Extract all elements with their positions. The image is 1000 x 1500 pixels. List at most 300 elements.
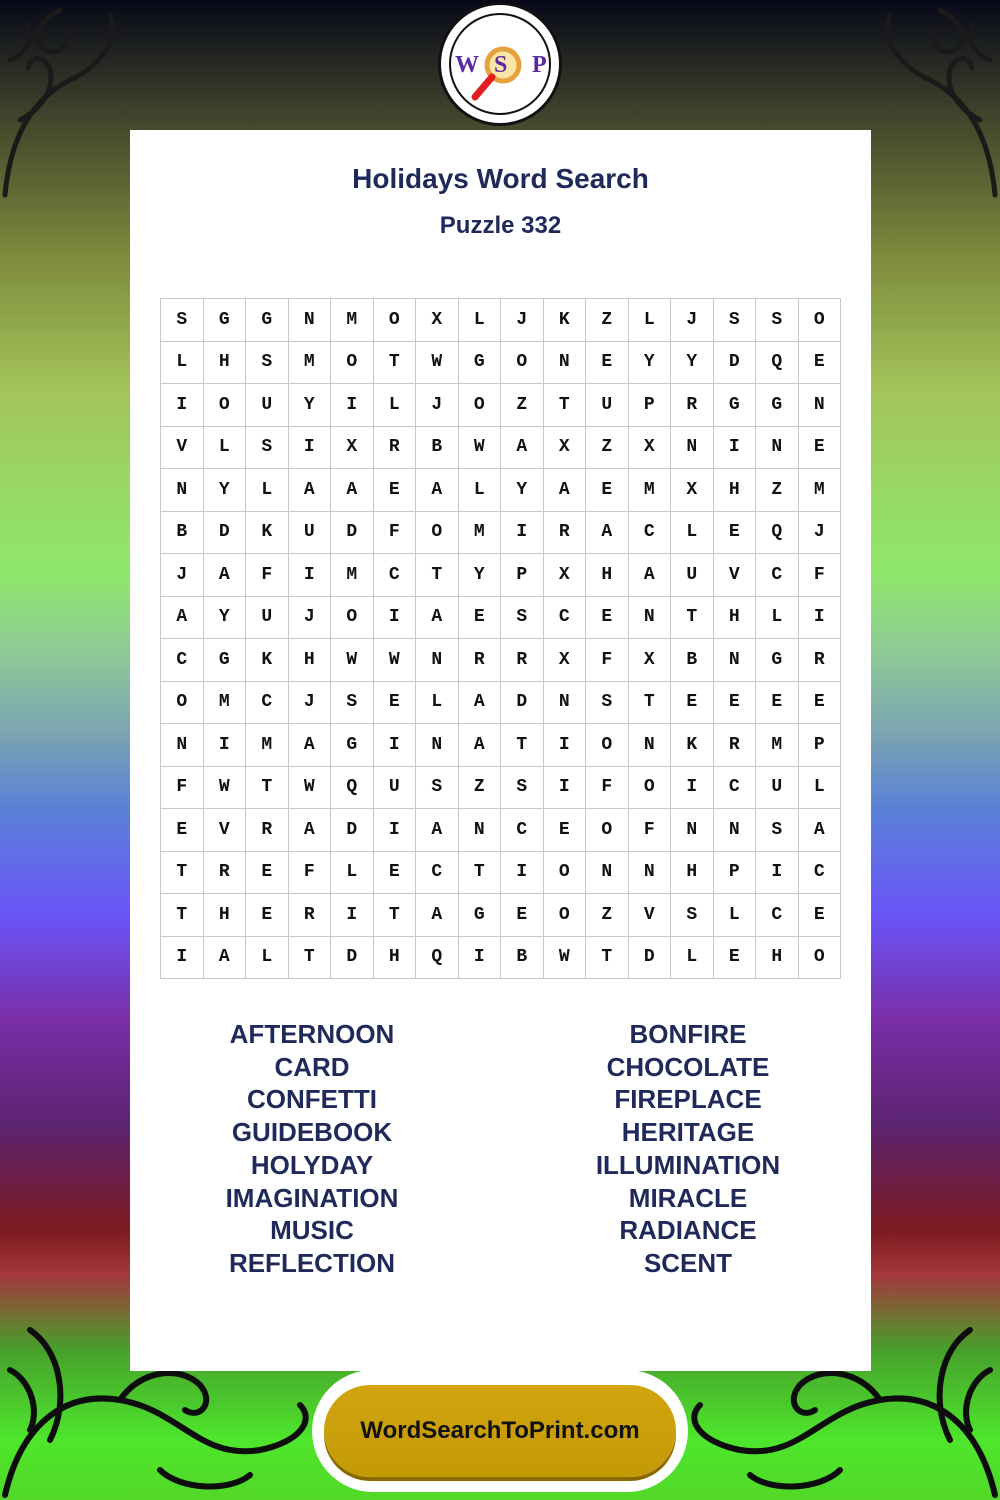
grid-row: [161, 851, 841, 894]
grid-cell[interactable]: X: [331, 426, 374, 469]
grid-cell[interactable]: W: [416, 341, 459, 384]
grid-cell[interactable]: I: [288, 554, 331, 597]
grid-cell[interactable]: G: [756, 639, 799, 682]
word-item: CHOCOLATE: [606, 1051, 770, 1082]
grid-cell[interactable]: U: [756, 766, 799, 809]
grid-cell[interactable]: I: [501, 851, 544, 894]
grid-cell[interactable]: N: [161, 724, 204, 767]
grid-cell[interactable]: J: [288, 681, 331, 724]
word-item: IMAGINATION: [225, 1182, 399, 1213]
grid-cell[interactable]: O: [586, 724, 629, 767]
grid-cell[interactable]: P: [713, 851, 756, 894]
grid-cell[interactable]: T: [373, 341, 416, 384]
grid-cell[interactable]: X: [543, 554, 586, 597]
grid-cell[interactable]: N: [756, 426, 799, 469]
grid-cell[interactable]: M: [246, 724, 289, 767]
top-right-ornament-icon: [860, 0, 1000, 200]
grid-cell[interactable]: C: [756, 554, 799, 597]
grid-cell[interactable]: E: [798, 681, 841, 724]
grid-cell[interactable]: L: [798, 766, 841, 809]
grid-cell[interactable]: E: [713, 681, 756, 724]
grid-cell[interactable]: E: [458, 596, 501, 639]
grid-cell[interactable]: L: [161, 341, 204, 384]
grid-cell[interactable]: S: [713, 299, 756, 342]
grid-cell[interactable]: T: [586, 936, 629, 979]
grid-cell[interactable]: I: [713, 426, 756, 469]
grid-cell[interactable]: A: [798, 809, 841, 852]
grid-cell[interactable]: Z: [586, 299, 629, 342]
logo-letter-p: P: [532, 52, 547, 78]
grid-cell[interactable]: W: [288, 766, 331, 809]
grid-cell[interactable]: E: [501, 894, 544, 937]
grid-cell[interactable]: J: [798, 511, 841, 554]
grid-cell[interactable]: G: [203, 639, 246, 682]
grid-cell[interactable]: L: [713, 894, 756, 937]
grid-cell[interactable]: F: [288, 851, 331, 894]
grid-cell[interactable]: F: [586, 766, 629, 809]
grid-cell[interactable]: K: [543, 299, 586, 342]
grid-cell[interactable]: X: [628, 426, 671, 469]
grid-cell[interactable]: W: [458, 426, 501, 469]
grid-cell[interactable]: Y: [501, 469, 544, 512]
grid-cell[interactable]: L: [246, 936, 289, 979]
site-logo[interactable]: [438, 2, 562, 126]
footer-pill: [312, 1370, 688, 1492]
word-item: HOLYDAY: [250, 1149, 374, 1180]
grid-cell[interactable]: A: [416, 894, 459, 937]
grid-cell[interactable]: N: [628, 596, 671, 639]
grid-cell[interactable]: I: [161, 936, 204, 979]
grid-row: [161, 426, 841, 469]
grid-cell[interactable]: Z: [586, 426, 629, 469]
puzzle-title: Holidays Word Search: [352, 163, 649, 194]
grid-cell[interactable]: C: [713, 766, 756, 809]
grid-cell[interactable]: Y: [458, 554, 501, 597]
grid-row: [161, 341, 841, 384]
grid-cell[interactable]: G: [203, 299, 246, 342]
grid-cell[interactable]: N: [586, 851, 629, 894]
grid-cell[interactable]: R: [713, 724, 756, 767]
grid-cell[interactable]: Y: [628, 341, 671, 384]
site-link-button[interactable]: WordSearchToPrint.com: [324, 1385, 676, 1477]
grid-cell[interactable]: A: [288, 809, 331, 852]
grid-cell[interactable]: P: [501, 554, 544, 597]
grid-cell[interactable]: L: [246, 469, 289, 512]
grid-cell[interactable]: I: [671, 766, 714, 809]
grid-cell[interactable]: S: [501, 596, 544, 639]
grid-cell[interactable]: V: [628, 894, 671, 937]
grid-cell[interactable]: H: [756, 936, 799, 979]
grid-cell[interactable]: V: [203, 809, 246, 852]
grid-cell[interactable]: G: [713, 384, 756, 427]
grid-cell[interactable]: C: [628, 511, 671, 554]
grid-cell[interactable]: H: [203, 894, 246, 937]
grid-cell[interactable]: S: [331, 681, 374, 724]
grid-cell[interactable]: A: [416, 469, 459, 512]
grid-cell[interactable]: F: [798, 554, 841, 597]
grid-cell[interactable]: S: [416, 766, 459, 809]
grid-cell[interactable]: E: [586, 341, 629, 384]
puzzle-number: Puzzle 332: [439, 212, 562, 239]
word-item: MIRACLE: [628, 1182, 748, 1213]
grid-cell[interactable]: L: [373, 384, 416, 427]
grid-cell[interactable]: S: [161, 299, 204, 342]
grid-cell[interactable]: C: [416, 851, 459, 894]
grid-cell[interactable]: X: [543, 639, 586, 682]
grid-cell[interactable]: L: [671, 511, 714, 554]
grid-row: [161, 554, 841, 597]
grid-cell[interactable]: J: [671, 299, 714, 342]
grid-cell[interactable]: O: [798, 299, 841, 342]
grid-cell[interactable]: Z: [756, 469, 799, 512]
grid-row: [161, 469, 841, 512]
grid-cell[interactable]: F: [628, 809, 671, 852]
grid-cell[interactable]: L: [331, 851, 374, 894]
grid-cell[interactable]: H: [586, 554, 629, 597]
grid-cell[interactable]: C: [246, 681, 289, 724]
grid-cell[interactable]: O: [628, 766, 671, 809]
grid-cell[interactable]: I: [543, 766, 586, 809]
grid-cell[interactable]: H: [713, 469, 756, 512]
word-list-right: [538, 1018, 838, 1280]
grid-cell[interactable]: A: [331, 469, 374, 512]
grid-row: [161, 384, 841, 427]
grid-cell[interactable]: I: [161, 384, 204, 427]
grid-cell[interactable]: E: [373, 469, 416, 512]
grid-cell[interactable]: N: [543, 341, 586, 384]
grid-cell[interactable]: N: [543, 681, 586, 724]
grid-cell[interactable]: Q: [756, 511, 799, 554]
grid-cell[interactable]: F: [373, 511, 416, 554]
grid-row: [161, 936, 841, 979]
grid-cell[interactable]: Y: [203, 469, 246, 512]
grid-cell[interactable]: E: [586, 469, 629, 512]
grid-cell[interactable]: E: [586, 596, 629, 639]
grid-cell[interactable]: U: [586, 384, 629, 427]
grid-cell[interactable]: J: [161, 554, 204, 597]
grid-cell[interactable]: A: [203, 554, 246, 597]
grid-cell[interactable]: A: [203, 936, 246, 979]
grid-cell[interactable]: N: [713, 639, 756, 682]
grid-cell[interactable]: I: [756, 851, 799, 894]
grid-cell[interactable]: N: [671, 426, 714, 469]
grid-cell[interactable]: A: [543, 469, 586, 512]
grid-cell[interactable]: A: [458, 724, 501, 767]
grid-cell[interactable]: R: [203, 851, 246, 894]
grid-row: [161, 894, 841, 937]
word-item: ILLUMINATION: [595, 1149, 781, 1180]
grid-cell[interactable]: D: [331, 936, 374, 979]
grid-cell[interactable]: E: [756, 681, 799, 724]
grid-cell[interactable]: O: [416, 511, 459, 554]
grid-cell[interactable]: I: [798, 596, 841, 639]
grid-cell[interactable]: A: [416, 809, 459, 852]
word-item: SCENT: [643, 1247, 733, 1278]
grid-row: [161, 639, 841, 682]
grid-cell[interactable]: I: [373, 809, 416, 852]
word-item: RADIANCE: [619, 1215, 757, 1246]
word-list-left: [162, 1018, 462, 1280]
grid-cell[interactable]: M: [331, 554, 374, 597]
grid-cell[interactable]: R: [501, 639, 544, 682]
grid-cell[interactable]: T: [288, 936, 331, 979]
grid-cell[interactable]: O: [331, 341, 374, 384]
grid-cell[interactable]: I: [373, 596, 416, 639]
grid-cell[interactable]: C: [798, 851, 841, 894]
word-item: GUIDEBOOK: [231, 1117, 393, 1148]
grid-cell[interactable]: Q: [756, 341, 799, 384]
grid-cell[interactable]: D: [501, 681, 544, 724]
grid-cell[interactable]: I: [501, 511, 544, 554]
grid-cell[interactable]: E: [543, 809, 586, 852]
grid-cell[interactable]: K: [671, 724, 714, 767]
grid-cell[interactable]: Z: [501, 384, 544, 427]
grid-cell[interactable]: Z: [458, 766, 501, 809]
grid-cell[interactable]: O: [543, 851, 586, 894]
grid-cell[interactable]: R: [458, 639, 501, 682]
grid-cell[interactable]: R: [798, 639, 841, 682]
grid-cell[interactable]: Q: [416, 936, 459, 979]
grid-row: [161, 766, 841, 809]
grid-cell[interactable]: R: [543, 511, 586, 554]
grid-cell[interactable]: L: [458, 299, 501, 342]
grid-cell[interactable]: M: [628, 469, 671, 512]
grid-cell[interactable]: L: [416, 681, 459, 724]
logo-letter-w: W: [455, 52, 479, 78]
grid-cell[interactable]: R: [288, 894, 331, 937]
logo-letter-s: S: [494, 52, 508, 78]
grid-cell[interactable]: X: [543, 426, 586, 469]
grid-cell[interactable]: I: [543, 724, 586, 767]
grid-cell[interactable]: O: [203, 384, 246, 427]
grid-cell[interactable]: B: [161, 511, 204, 554]
grid-cell[interactable]: D: [331, 809, 374, 852]
grid-cell[interactable]: U: [373, 766, 416, 809]
grid-cell[interactable]: E: [246, 894, 289, 937]
word-item: MUSIC: [270, 1215, 354, 1246]
grid-cell[interactable]: T: [628, 681, 671, 724]
grid-cell[interactable]: G: [756, 384, 799, 427]
grid-cell[interactable]: N: [416, 724, 459, 767]
grid-cell[interactable]: I: [331, 894, 374, 937]
grid-cell[interactable]: H: [203, 341, 246, 384]
grid-cell[interactable]: G: [458, 341, 501, 384]
grid-cell[interactable]: O: [501, 341, 544, 384]
grid-cell[interactable]: N: [628, 851, 671, 894]
grid-cell[interactable]: T: [246, 766, 289, 809]
word-item: REFLECTION: [228, 1247, 396, 1278]
grid-cell[interactable]: X: [671, 469, 714, 512]
grid-cell[interactable]: I: [331, 384, 374, 427]
grid-cell[interactable]: K: [246, 511, 289, 554]
grid-cell[interactable]: H: [373, 936, 416, 979]
grid-cell[interactable]: A: [288, 469, 331, 512]
grid-cell[interactable]: S: [586, 681, 629, 724]
grid-cell[interactable]: X: [628, 639, 671, 682]
grid-cell[interactable]: T: [416, 554, 459, 597]
word-item: CONFETTI: [247, 1084, 377, 1115]
grid-cell[interactable]: A: [161, 596, 204, 639]
grid-cell[interactable]: U: [288, 511, 331, 554]
grid-cell[interactable]: G: [458, 894, 501, 937]
grid-cell[interactable]: L: [628, 299, 671, 342]
grid-cell[interactable]: S: [671, 894, 714, 937]
grid-cell[interactable]: E: [798, 894, 841, 937]
grid-cell[interactable]: S: [756, 809, 799, 852]
grid-row: [161, 596, 841, 639]
grid-cell[interactable]: O: [798, 936, 841, 979]
grid-cell[interactable]: B: [671, 639, 714, 682]
grid-cell[interactable]: J: [416, 384, 459, 427]
word-item: HERITAGE: [621, 1117, 755, 1148]
grid-cell[interactable]: I: [288, 426, 331, 469]
grid-cell[interactable]: P: [628, 384, 671, 427]
grid-cell[interactable]: N: [458, 809, 501, 852]
grid-cell[interactable]: S: [756, 299, 799, 342]
grid-cell[interactable]: T: [161, 851, 204, 894]
grid-cell[interactable]: Y: [671, 341, 714, 384]
grid-cell[interactable]: L: [756, 596, 799, 639]
grid-cell[interactable]: D: [628, 936, 671, 979]
grid-cell[interactable]: G: [246, 299, 289, 342]
grid-cell[interactable]: G: [331, 724, 374, 767]
top-left-ornament-icon: [0, 0, 140, 200]
grid-cell[interactable]: Q: [331, 766, 374, 809]
grid-cell[interactable]: H: [288, 639, 331, 682]
grid-cell[interactable]: U: [246, 596, 289, 639]
grid-cell[interactable]: E: [798, 341, 841, 384]
grid-cell[interactable]: X: [416, 299, 459, 342]
grid-cell[interactable]: E: [671, 681, 714, 724]
grid-cell[interactable]: D: [331, 511, 374, 554]
grid-cell[interactable]: C: [501, 809, 544, 852]
grid-cell[interactable]: O: [161, 681, 204, 724]
grid-cell[interactable]: E: [713, 511, 756, 554]
grid-cell[interactable]: I: [458, 936, 501, 979]
grid-cell[interactable]: U: [246, 384, 289, 427]
grid-cell[interactable]: D: [713, 341, 756, 384]
grid-cell[interactable]: N: [288, 299, 331, 342]
grid-cell[interactable]: B: [501, 936, 544, 979]
grid-cell[interactable]: I: [373, 724, 416, 767]
grid-cell[interactable]: F: [246, 554, 289, 597]
grid-cell[interactable]: F: [161, 766, 204, 809]
grid-cell[interactable]: M: [203, 681, 246, 724]
word-item: AFTERNOON: [229, 1019, 395, 1049]
grid-cell[interactable]: O: [373, 299, 416, 342]
grid-cell[interactable]: P: [798, 724, 841, 767]
grid-cell[interactable]: T: [543, 384, 586, 427]
grid-cell[interactable]: T: [458, 851, 501, 894]
grid-cell[interactable]: A: [628, 554, 671, 597]
grid-cell[interactable]: F: [586, 639, 629, 682]
grid-cell[interactable]: N: [671, 809, 714, 852]
grid-cell[interactable]: V: [161, 426, 204, 469]
grid-cell[interactable]: M: [288, 341, 331, 384]
letter-grid: [160, 298, 841, 979]
grid-cell[interactable]: N: [713, 809, 756, 852]
grid-cell[interactable]: W: [373, 639, 416, 682]
grid-cell[interactable]: C: [161, 639, 204, 682]
grid-cell[interactable]: H: [713, 596, 756, 639]
grid-cell[interactable]: C: [543, 596, 586, 639]
grid-cell[interactable]: W: [203, 766, 246, 809]
grid-cell[interactable]: W: [331, 639, 374, 682]
grid-cell[interactable]: O: [458, 384, 501, 427]
grid-cell[interactable]: S: [246, 426, 289, 469]
word-item: FIREPLACE: [614, 1084, 762, 1115]
grid-cell[interactable]: L: [203, 426, 246, 469]
grid-row: [161, 724, 841, 767]
grid-cell[interactable]: D: [203, 511, 246, 554]
grid-cell[interactable]: E: [798, 426, 841, 469]
grid-row: [161, 681, 841, 724]
grid-cell[interactable]: A: [586, 511, 629, 554]
grid-cell[interactable]: L: [671, 936, 714, 979]
grid-cell[interactable]: U: [671, 554, 714, 597]
grid-cell[interactable]: C: [373, 554, 416, 597]
grid-cell[interactable]: V: [713, 554, 756, 597]
grid-cell[interactable]: J: [288, 596, 331, 639]
grid-cell[interactable]: W: [543, 936, 586, 979]
grid-cell[interactable]: E: [161, 809, 204, 852]
grid-cell[interactable]: O: [331, 596, 374, 639]
puzzle-panel: [130, 130, 871, 1371]
grid-cell[interactable]: M: [756, 724, 799, 767]
grid-cell[interactable]: A: [416, 596, 459, 639]
grid-cell[interactable]: T: [373, 894, 416, 937]
grid-cell[interactable]: A: [458, 681, 501, 724]
grid-cell[interactable]: R: [373, 426, 416, 469]
grid-cell[interactable]: B: [416, 426, 459, 469]
grid-cell[interactable]: L: [458, 469, 501, 512]
grid-cell[interactable]: M: [798, 469, 841, 512]
grid-cell[interactable]: N: [416, 639, 459, 682]
grid-cell[interactable]: O: [586, 809, 629, 852]
grid-cell[interactable]: E: [373, 681, 416, 724]
grid-cell[interactable]: M: [458, 511, 501, 554]
grid-cell[interactable]: T: [161, 894, 204, 937]
grid-cell[interactable]: O: [543, 894, 586, 937]
grid-cell[interactable]: A: [288, 724, 331, 767]
grid-cell[interactable]: S: [501, 766, 544, 809]
grid-cell[interactable]: R: [246, 809, 289, 852]
grid-cell[interactable]: Z: [586, 894, 629, 937]
grid-cell[interactable]: N: [798, 384, 841, 427]
grid-cell[interactable]: C: [756, 894, 799, 937]
grid-row: [161, 511, 841, 554]
grid-cell[interactable]: N: [628, 724, 671, 767]
grid-cell[interactable]: S: [246, 341, 289, 384]
grid-row: [161, 809, 841, 852]
grid-cell[interactable]: H: [671, 851, 714, 894]
grid-cell[interactable]: M: [331, 299, 374, 342]
grid-cell[interactable]: A: [501, 426, 544, 469]
grid-cell[interactable]: J: [501, 299, 544, 342]
grid-cell[interactable]: E: [713, 936, 756, 979]
grid-cell[interactable]: E: [246, 851, 289, 894]
grid-cell[interactable]: T: [501, 724, 544, 767]
grid-cell[interactable]: E: [373, 851, 416, 894]
grid-cell[interactable]: Y: [203, 596, 246, 639]
grid-cell[interactable]: T: [671, 596, 714, 639]
word-item: BONFIRE: [629, 1019, 747, 1049]
grid-cell[interactable]: I: [203, 724, 246, 767]
grid-cell[interactable]: N: [161, 469, 204, 512]
grid-cell[interactable]: K: [246, 639, 289, 682]
grid-cell[interactable]: R: [671, 384, 714, 427]
grid-cell[interactable]: Y: [288, 384, 331, 427]
